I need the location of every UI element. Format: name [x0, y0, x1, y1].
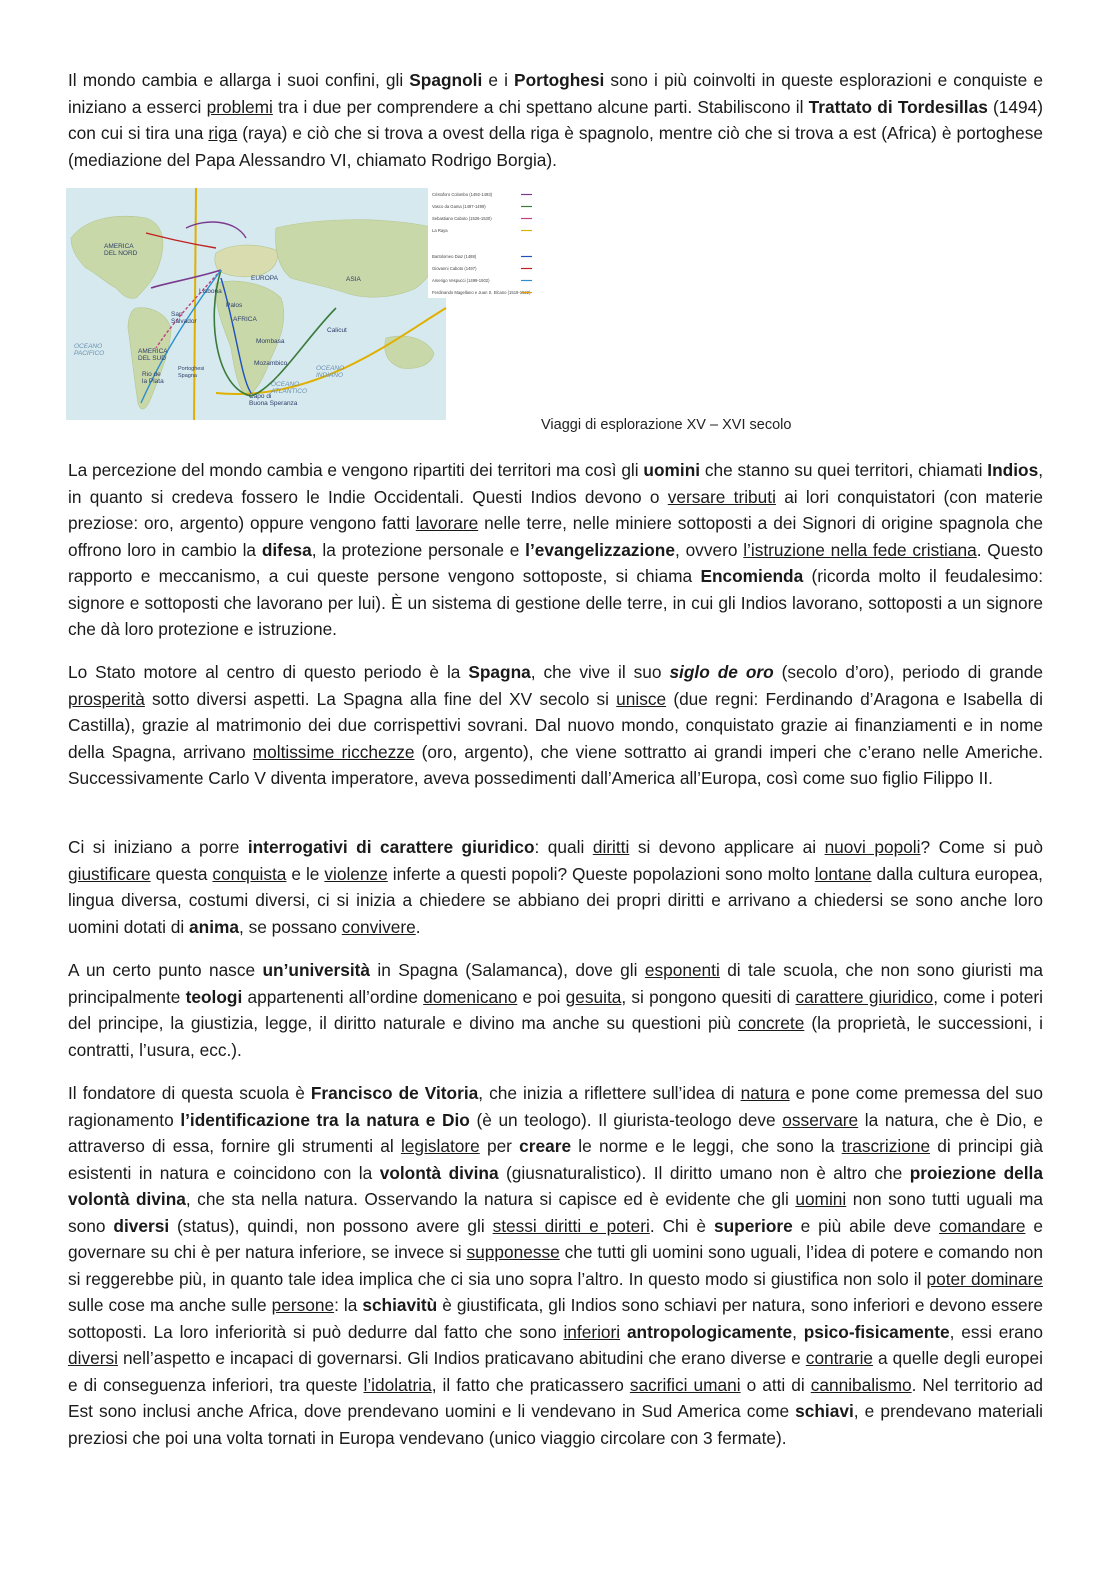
paragraph-4: Ci si iniziano a porre interrogativi di carattere giuridico: quali diritti si devono applicare ai nuovi popoli? Come si può giustificare questa conquista e le violenze inferte a questi popoli? Queste popolazioni sono molto lontane dalla cultura europea, lingua diversa, costumi diversi, ci si inizia a chiedere se abbiano dei propri diritti e arrivano a chiedersi se sono anche loro uomini dotati di anima, se possano convivere.: [68, 837, 1044, 937]
underlined-term: poter dominare: [926, 1268, 1043, 1289]
underlined-term: giustificare: [68, 863, 151, 884]
underlined-term: riga: [208, 123, 238, 143]
exploration-map: [66, 188, 536, 420]
underlined-term: l’istruzione nella fede cristiana: [743, 539, 977, 560]
label-lisbona: Lisbona: [199, 288, 222, 295]
bold-term: creare: [519, 1136, 572, 1156]
label-asia: ASIA: [346, 276, 361, 283]
label-san-salvador: San Salvador: [171, 311, 197, 325]
bold-term: anima: [189, 916, 239, 937]
bold-term: l’identificazione tra la natura e Dio: [180, 1109, 470, 1130]
legend-label: Ferdinando Magellano e Juan S. Elcano (1519-1522): [432, 290, 531, 295]
bold-term: interrogativi di carattere giuridico: [247, 837, 535, 857]
legend-label: Bartolomeo Diaz (1488): [432, 254, 477, 259]
bold-term: Spagnoli: [409, 70, 483, 90]
bold-term: Trattato di Tordesillas: [808, 96, 988, 117]
underlined-term: convivere: [341, 916, 416, 937]
label-mozambico: Mozambico: [254, 360, 288, 367]
underlined-term: supponesse: [466, 1242, 560, 1262]
underlined-term: conquista: [212, 863, 287, 884]
bold-term: teologi: [185, 986, 243, 1007]
label-calicut: Calicut: [327, 327, 347, 334]
underlined-term: gesuita: [565, 986, 622, 1007]
underlined-term: domenicano: [423, 986, 518, 1007]
bold-term: diversi: [113, 1215, 170, 1236]
legend-label: Giovanni Caboto (1497): [432, 266, 477, 271]
bold-term: un’università: [262, 960, 371, 980]
legend-label: Vasco da Gama (1497-1499): [432, 204, 486, 209]
underlined-term: inferiori: [563, 1321, 621, 1342]
underlined-term: uomini: [795, 1189, 847, 1209]
paragraph-6: Il fondatore di questa scuola è Francisco de Vitoria, che inizia a riflettere sull’idea di natura e pone come premessa del suo ragionamento l’identificazione tra la natura e Dio (è un teologo). Il giurista-teologo deve osservare la natura, che è Dio, e attraverso di essa, fornire gli strumenti al legislatore per creare le norme e le leggi, che sono la trascrizione di principi già esistenti in natura e coincidono con la volontà divina (giusnaturalistico). Il diritto umano non è altro che proiezione della volontà divina, che sta nella natura. Osservando la natura si capisce ed è evidente che gli uomini non sono tutti uguali ma sono diversi (status), quindi, non possono avere gli stessi diritti e poteri. Chi è superiore e più abile deve comandare e governare su chi è per natura inferiore, se invece si supponesse che tutti gli uomini sono uguali, l’idea di potere e comando non si reggerebbe più, in quanto tale idea implica che ci sia uno sopra l’altro. In questo modo si giustifica non solo il poter dominare sulle cose ma anche sulle persone: la schiavitù è giustificata, gli Indios sono schiavi per natura, sono inferiori e devono essere sottoposti. La loro inferiorità si può dedurre dal fatto che sono inferiori antropologicamente, psico-fisicamente, essi erano diversi nell’aspetto e incapaci di governarsi. Gli Indios praticavano abitudini che erano diverse e contrarie a quelle degli europei e di conseguenza inferiori, tra queste l’idolatria, il fatto che praticassero sacrifici umani o atti di cannibalismo. Nel territorio ad Est sono inclusi anche Africa, dove prendevano uomini e li vendevano in Sud America come schiavi, e prendevano materiali preziosi che poi una volta tornati in Europa vendevano (unico viaggio circolare con 3 fermate).: [68, 1083, 1044, 1448]
underlined-term: carattere giuridico: [795, 986, 934, 1007]
label-america-nord: AMERICA DEL NORD: [104, 243, 138, 257]
bold-term: l’evangelizzazione: [525, 539, 675, 560]
bold-term: Portoghesi: [514, 70, 605, 90]
paragraph-3: Lo Stato motore al centro di questo periodo è la Spagna, che vive il suo siglo de oro (secolo d’oro), periodo di grande prosperità sotto diversi aspetti. La Spagna alla fine del XV secolo si unisce (due regni: Ferdinando d’Aragona e Isabella di Castilla), grazie al matrimonio dei due corrispettivi sovrani. Dal nuovo mondo, conquistato grazie ai finanziamenti e in nome della Spagna, arrivano moltissime ricchezze (oro, argento), che viene sottratto ai grandi imperi che c’erano nelle Americhe. Successivamente Carlo V diventa imperatore, aveva possedimenti dall’America all’Europa, così come suo figlio Filippo II.: [68, 662, 1044, 788]
paragraph-1: Il mondo cambia e allarga i suoi confini, gli Spagnoli e i Portoghesi sono i più coinvolti in queste esplorazioni e conquiste e iniziano a esserci problemi tra i due per comprendere a chi spettano alcune parti. Stabiliscono il Trattato di Tordesillas (1494) con cui si tira una riga (raya) e ciò che si trova a ovest della riga è spagnolo, mentre ciò che si trova a est (Africa) è portoghese (mediazione del Papa Alessandro VI, chiamato Rodrigo Borgia).: [68, 70, 1043, 170]
underlined-term: natura: [740, 1083, 790, 1103]
bold-term: difesa: [261, 539, 312, 560]
bold-term: Spagna: [468, 662, 531, 682]
bold-term: volontà divina: [379, 1162, 499, 1183]
bold-term: antropologicamente: [626, 1321, 793, 1342]
bold-term: Indios: [987, 460, 1039, 480]
legend-label: Cristoforo Colombo (1492-1493): [432, 192, 493, 197]
underlined-term: lontane: [814, 863, 872, 884]
underlined-term: contrarie: [805, 1348, 874, 1368]
bold-term: uomini: [643, 460, 701, 480]
underlined-term: sacrifici umani: [629, 1374, 741, 1395]
underlined-term: diversi: [68, 1348, 118, 1368]
underlined-term: l’idolatria: [363, 1374, 432, 1395]
bold-term: superiore: [713, 1215, 793, 1236]
bold-term: proiezione della volontà divina: [68, 1162, 1043, 1209]
label-europa: EUROPA: [251, 275, 278, 282]
underlined-term: problemi: [206, 96, 273, 117]
bold-term: psico-fisicamente: [803, 1321, 950, 1342]
bold-italic-term: siglo de oro: [669, 662, 774, 682]
label-portoghesi-spagna: Portoghesi Spagna: [178, 366, 205, 379]
label-africa: AFRICA: [233, 316, 257, 323]
legend-label: Sebastiano Caboto (1526-1530): [432, 216, 492, 221]
bold-term: schiavitù: [362, 1295, 438, 1315]
world-map-image: [66, 188, 536, 420]
underlined-term: cannibalismo: [810, 1374, 912, 1395]
bold-term: Francisco de Vitoria: [310, 1083, 479, 1103]
underlined-term: concrete: [738, 1013, 805, 1033]
label-america-sud: AMERICA DEL SUD: [138, 348, 168, 362]
underlined-term: violenze: [324, 863, 388, 884]
label-mombasa: Mombasa: [256, 338, 285, 345]
underlined-term: moltissime ricchezze: [252, 741, 415, 762]
underlined-term: persone: [271, 1295, 335, 1315]
paragraph-5: A un certo punto nasce un’università in Spagna (Salamanca), dove gli esponenti di tale scuola, che non sono giuristi ma principalmente teologi appartenenti all’ordine domenicano e poi gesuita, si pongono quesiti di carattere giuridico, come i poteri del principe, la giustizia, legge, il diritto naturale e divino ma anche su questioni più concrete (la proprietà, le successioni, i contratti, l’usura, ecc.).: [68, 960, 1044, 1060]
underlined-term: stessi diritti e poteri: [492, 1215, 650, 1236]
underlined-term: diritti: [592, 837, 630, 857]
map-caption: Viaggi di esplorazione XV – XVI secolo: [541, 417, 792, 433]
underlined-term: esponenti: [644, 960, 720, 980]
label-palos: Palos: [226, 302, 243, 309]
label-oceano-atlantico: OCEANO ATLANTICO: [271, 381, 307, 395]
underlined-term: trascrizione: [841, 1136, 931, 1156]
underlined-term: legislatore: [400, 1136, 480, 1156]
underlined-term: comandare: [939, 1215, 1026, 1236]
paragraph-2: La percezione del mondo cambia e vengono ripartiti dei territori ma così gli uomini che stanno su quei territori, chiamati Indios, in quanto si credeva fossero le Indie Occidentali. Questi Indios devono o versare tributi ai lori conquistatori (con materie preziose: oro, argento) oppure vengono fatti lavorare nelle terre, nelle miniere sottoposti a dei Signori di origine spagnola che offrono loro in cambio la difesa, la protezione personale e l’evangelizzazione, ovvero l’istruzione nella fede cristiana. Questo rapporto e meccanismo, a cui queste persone vengono sottoposte, si chiama Encomienda (ricorda molto il feudalesimo: signore e sottoposti che lavorano per lui). È un sistema di gestione delle terre, in cui gli Indios lavorano, sottoposti a un signore che dà loro protezione e istruzione.: [68, 460, 1044, 639]
underlined-term: nuovi popoli: [824, 837, 921, 857]
underlined-term: lavorare: [415, 513, 479, 533]
label-oceano-indiano: OCEANO INDIANO: [316, 365, 345, 379]
label-capo: Capo di Buona Speranza: [249, 393, 298, 407]
underlined-term: unisce: [616, 688, 667, 709]
underlined-term: prosperità: [68, 688, 145, 709]
legend-label: Amerigo Vespucci (1499-1502): [432, 278, 490, 283]
underlined-term: versare tributi: [667, 486, 776, 507]
legend-label: La Raya: [432, 228, 448, 233]
bold-term: schiavi: [795, 1401, 854, 1421]
label-oceano-pacifico: OCEANO PACIFICO: [74, 343, 105, 357]
underlined-term: osservare: [782, 1109, 859, 1130]
bold-term: Encomienda: [700, 566, 804, 586]
label-rio-plata: Rio de la Plata: [142, 371, 164, 385]
